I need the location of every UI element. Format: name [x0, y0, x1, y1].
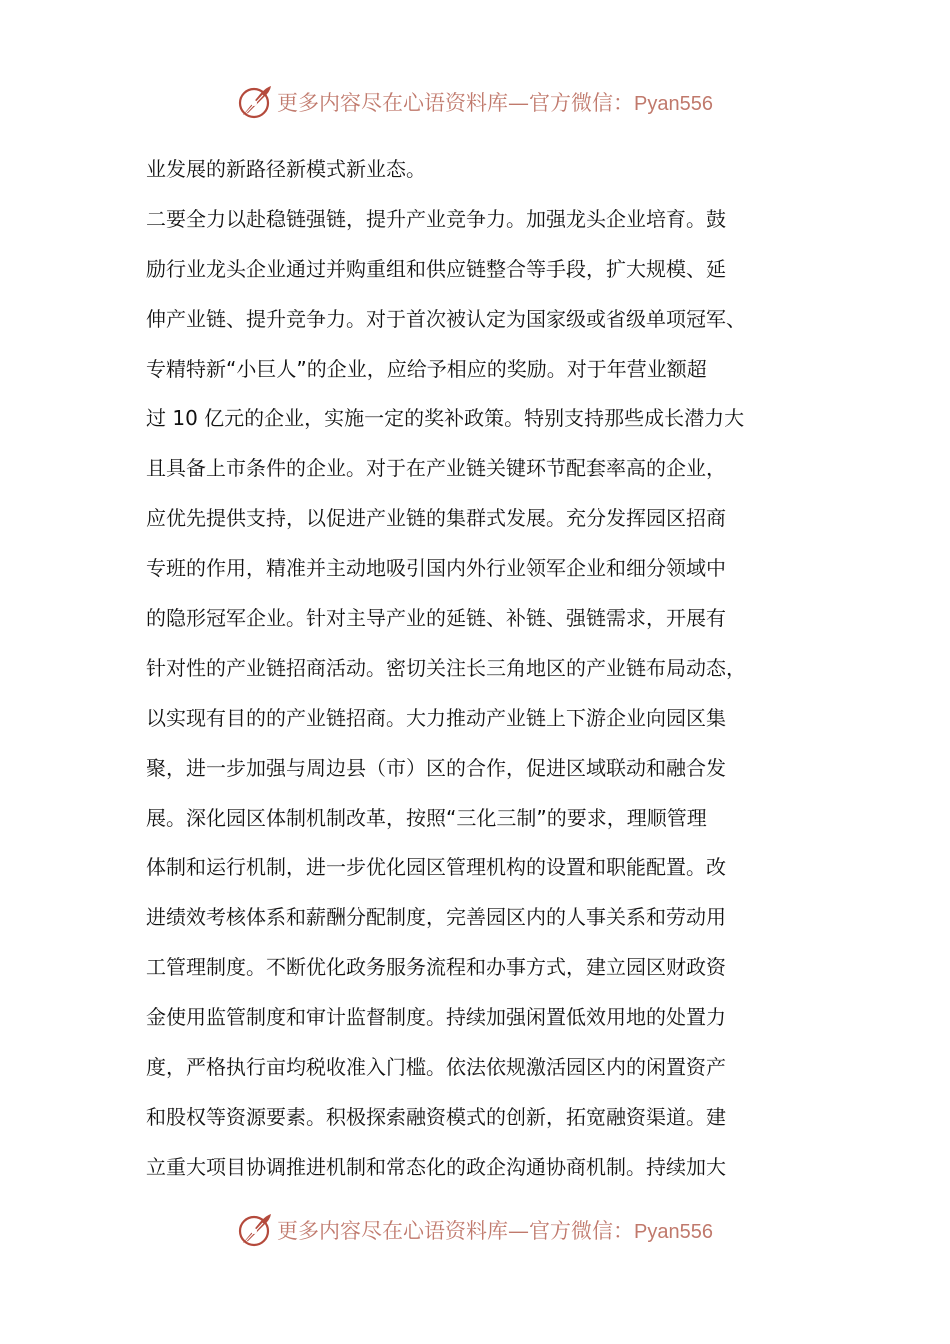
text-line: 以实现有目的的产业链招商。大力推动产业链上下游企业向园区集 [146, 705, 726, 730]
text-line: 针对性的产业链招商活动。密切关注长三角地区的产业链布局动态， [146, 655, 746, 680]
text-line: 励行业龙头企业通过并购重组和供应链整合等手段，扩大规模、延 [146, 256, 726, 281]
text-line: 专班的作用，精准并主动地吸引国内外行业领军企业和细分领域中 [146, 556, 726, 581]
text-line: 体制和运行机制，进一步优化园区管理机构的设置和职能配置。改 [146, 855, 726, 880]
quill-pen-logo-icon [237, 1212, 273, 1248]
wechat-id: Pyan556 [634, 1221, 713, 1243]
text-line: 且具备上市条件的企业。对于在产业链关键环节配套率高的企业， [146, 456, 726, 481]
text-line: 伸产业链、提升竞争力。对于首次被认定为国家级或省级单项冠军、 [146, 306, 746, 331]
text-line: 业发展的新路径新模式新业态。 [146, 157, 426, 181]
header-banner [0, 80, 950, 124]
text-line: 应优先提供支持，以促进产业链的集群式发展。充分发挥园区招商 [146, 506, 726, 531]
text-line: 专精特新“小巨人”的企业，应给予相应的奖励。对于年营业额超 [146, 356, 707, 381]
body-text [146, 147, 816, 1195]
text-line: 聚，进一步加强与周边县（市）区的合作，促进区域联动和融合发 [146, 755, 726, 780]
text-line: 立重大项目协调推进机制和常态化的政企沟通协商机制。持续加大 [146, 1154, 726, 1179]
text-line: 展。深化园区体制机制改革，按照“三化三制”的要求，理顺管理 [146, 805, 707, 830]
text-line: 过 10 亿元的企业，实施一定的奖补政策。特别支持那些成长潜力大 [146, 406, 745, 431]
text-line: 二要全力以赴稳链强链，提升产业竞争力。加强龙头企业培育。鼓 [146, 206, 726, 231]
text-line: 进绩效考核体系和薪酬分配制度，完善园区内的人事关系和劳动用 [146, 905, 726, 930]
text-line: 金使用监管制度和审计监督制度。持续加强闲置低效用地的处置力 [146, 1005, 726, 1030]
text-line: 度，严格执行亩均税收准入门槛。依法依规激活园区内的闲置资产 [146, 1055, 726, 1080]
footer-banner [0, 1208, 950, 1252]
text-line: 工管理制度。不断优化政务服务流程和办事方式，建立园区财政资 [146, 955, 726, 980]
text-line: 的隐形冠军企业。针对主导产业的延链、补链、强链需求，开展有 [146, 606, 726, 631]
text-line: 和股权等资源要素。积极探索融资模式的创新，拓宽融资渠道。建 [146, 1104, 726, 1129]
banner-text: 更多内容尽在心语资料库—官方微信：Pyan556 [277, 1219, 713, 1243]
quill-pen-logo-icon [237, 84, 273, 120]
wechat-id: Pyan556 [634, 93, 713, 115]
banner-text: 更多内容尽在心语资料库—官方微信：Pyan556 [277, 91, 713, 115]
